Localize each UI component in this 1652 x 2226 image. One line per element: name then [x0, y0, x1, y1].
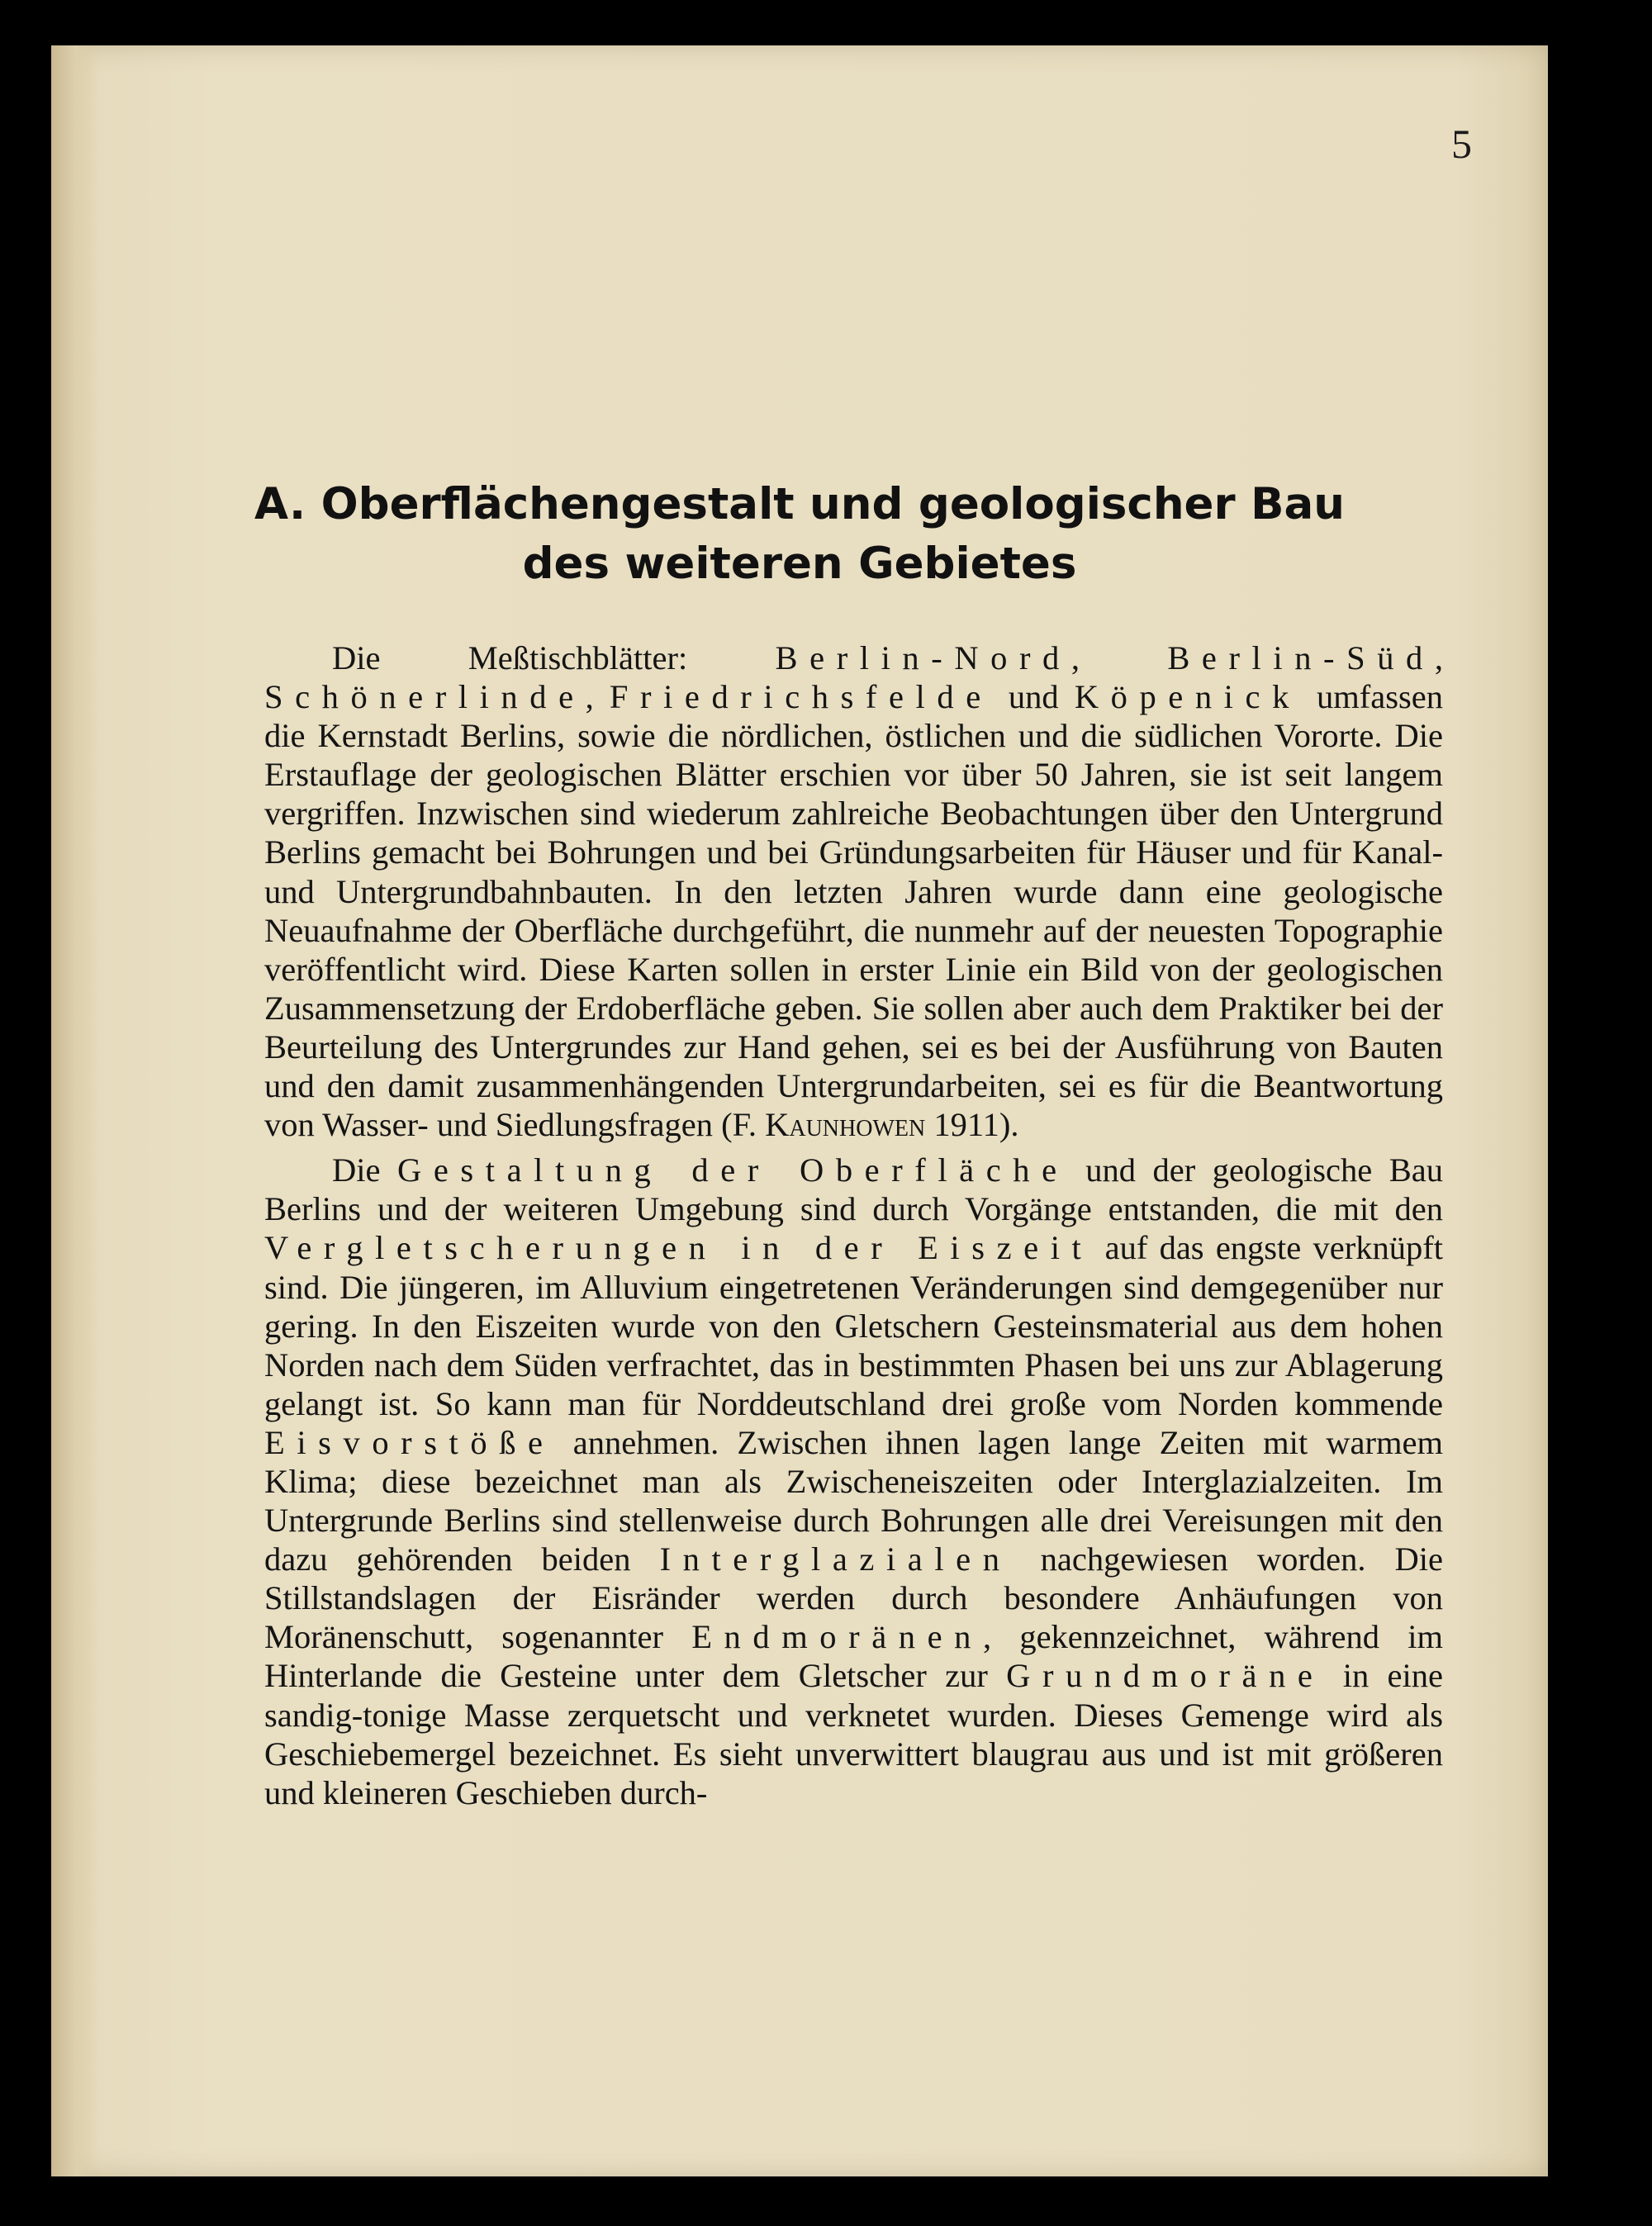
spaced-term-endmoraenen: Endmoränen	[691, 1618, 983, 1656]
text-run: ,	[585, 678, 610, 716]
text-run: annehmen. Zwischen ihnen lagen lange Zeiten mit warmem Klima; diese bezeichnet man als Zwischeneiszeiten oder Interglazialzeiten. Im Untergrunde Berlins sind stellenweise durch Bohrungen alle drei Vereisungen mit den dazu gehörenden beiden	[264, 1423, 1443, 1578]
section-heading-line2: des weiteren Gebietes	[522, 539, 1077, 589]
spaced-term-koepenick: Köpenick	[1074, 678, 1301, 716]
page-number: 5	[1451, 121, 1472, 167]
text-run: Die Meßtischblätter:	[332, 639, 776, 676]
paragraph-2	[264, 1151, 1443, 1812]
spaced-term-schoenerlinde: Schönerlinde	[264, 678, 586, 716]
text-run: auf das engste verknüpft sind. Die jüngeren, im Alluvium eingetretenen Veränderungen sind demgegenüber nur gering. In den Eiszeiten wurde von den Gletschern Gesteinsmaterial aus dem hohen Norden nach dem Süden verfrachtet, das in bestimmten Phasen bei uns zur Ablagerung gelangt ist. So kann man für Norddeutschland drei große vom Norden kommende	[264, 1229, 1443, 1422]
text-run: umfassen die Kernstadt Berlins, sowie die nördlichen, östlichen und die südlichen Vororte. Die Erstauflage der geologischen Blätter erschien vor über 50 Jahren, sie ist seit langem vergriffen. Inzwischen sind wiederum zahlreiche Beobachtungen über den Untergrund Berlins gemacht bei Bohrungen und bei Gründungsarbeiten für Häuser und für Kanal- und Untergrundbahnbauten. In den letzten Jahren wurde dann eine geologische Neuaufnahme der Oberfläche durchgeführt, die nunmehr auf der neuesten Topographie veröffentlicht wird. Diese Karten sollen in erster Linie ein Bild von der geologischen Zusammensetzung der Erdoberfläche geben. Sie sollen aber auch dem Praktiker bei der Beurteilung des Untergrundes zur Hand gehen, sei es bei der Ausführung von Bauten und den damit zusammenhängenden Untergrundarbeiten, sei es für die Beantwortung von Wasser- und Siedlungsfragen (F.	[264, 678, 1444, 1144]
spaced-term-vergletscherungen: Vergletscherungen in der Eiszeit	[264, 1229, 1094, 1267]
paragraph-1	[264, 638, 1443, 1144]
text-run: nachgewiesen worden. Die Stillstandslagen der Eisränder werden durch besondere Anhäufungen von Moränenschutt, sogenannter	[264, 1540, 1443, 1656]
text-run: ,	[1434, 639, 1444, 676]
spaced-term-gestaltung: Gestaltung der Oberfläche	[397, 1151, 1069, 1189]
spaced-term-interglazialen: Interglazialen	[659, 1540, 1012, 1578]
text-run: 1911).	[925, 1106, 1019, 1144]
page-gutter-shadow	[51, 45, 97, 2176]
spaced-term-grundmoraene: Grundmoräne	[1006, 1657, 1325, 1695]
section-heading	[51, 475, 1548, 594]
text-run: und der geologische Bau Berlins und der weiteren Umgebung sind durch Vorgänge entstanden, die mit den	[264, 1151, 1444, 1228]
body-text	[264, 638, 1443, 1812]
text-run: in eine sandig-tonige Masse zerquetscht und verknetet wurden. Dieses Gemenge wird als Geschiebemergel bezeichnet. Es sieht unverwittert blaugrau aus und ist mit größeren und kleineren Geschieben durch-	[264, 1657, 1443, 1811]
book-page	[51, 45, 1548, 2176]
spaced-term-berlin-sued: Berlin-Süd	[1167, 639, 1435, 676]
author-name-kaunhowen: Kaunhowen	[765, 1106, 926, 1144]
spaced-term-eisvorstoesse: Eisvorstöße	[264, 1423, 555, 1461]
spaced-term-berlin-nord: Berlin-Nord	[775, 639, 1071, 676]
section-heading-line1: A. Oberflächengestalt und geologischer Bau	[254, 479, 1345, 529]
text-run: und	[992, 678, 1075, 716]
text-run: , gekennzeichnet, während im Hinterlande die Gesteine unter dem Gletscher zur	[264, 1618, 1443, 1695]
text-run: Die	[332, 1151, 398, 1189]
text-run: ,	[1070, 639, 1168, 676]
spaced-term-friedrichsfelde: Friedrichsfelde	[609, 678, 993, 716]
